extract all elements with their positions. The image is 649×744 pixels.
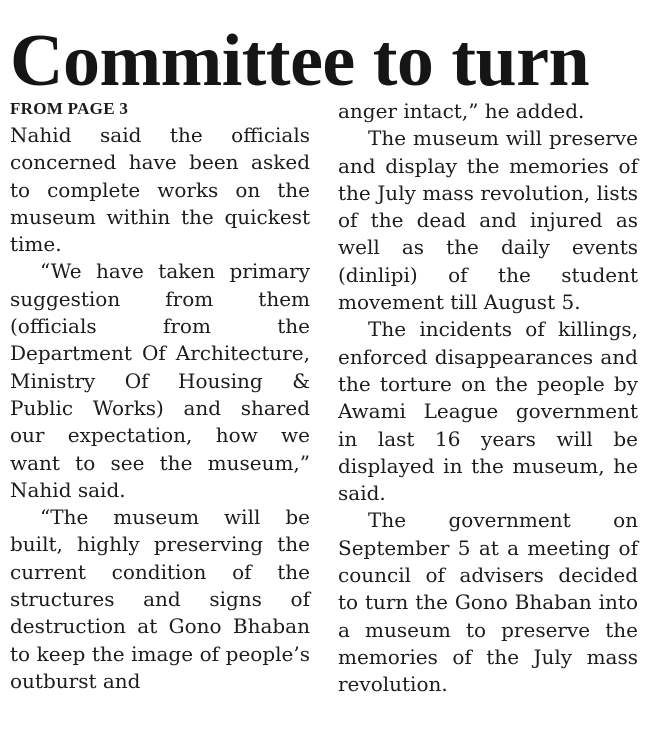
headline: Committee to turn (10, 20, 590, 102)
paragraph: Nahid said the officials concerned have been asked to complete works on the museum within the quickest time. (10, 123, 310, 257)
paragraph: The government on September 5 at a meeting of council of advisers decided to turn the Gono Bhaban into a museum to preserve the memories of the July mass revolution. (338, 508, 638, 697)
paragraph: The incidents of killings, enforced disappearances and the torture on the people by Awami League government in last 16 years will be displayed in the museum, he said. (338, 317, 638, 506)
paragraph: “We have taken primary suggestion from them (officials from the Department Of Architecture, Ministry Of Housing & Public Works) and shared our expectation, how we want to see the museum,” Nahid said. (10, 259, 310, 502)
article-column-right (338, 98, 638, 699)
article-column-left (10, 98, 310, 695)
continuation-kicker: FROM PAGE 3 (10, 99, 129, 118)
paragraph: “The museum will be built, highly preserving the current condition of the structures and signs of destruction at Gono Bhaban to keep the image of people’s outburst and (10, 505, 310, 693)
paragraph: anger intact,” he added. (338, 99, 585, 123)
paragraph: The museum will preserve and display the memories of the July mass revolution, lists of the dead and injured as well as the daily events (dinlipi) of the student movement till August 5. (338, 126, 638, 315)
